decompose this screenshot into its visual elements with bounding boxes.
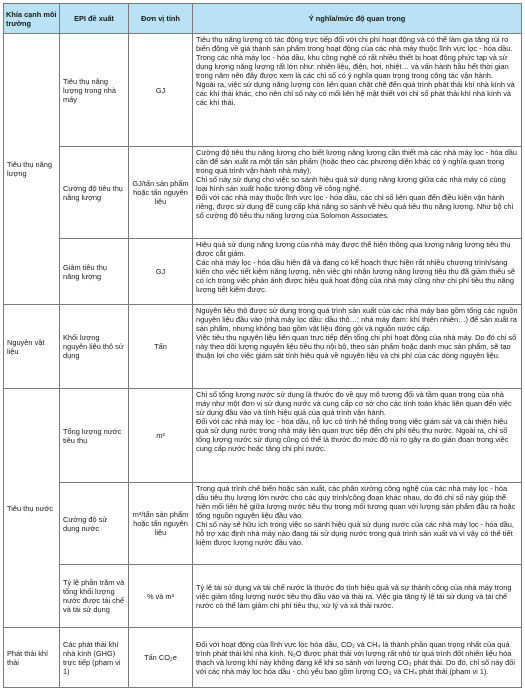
unit-cell: % và m³	[129, 565, 193, 628]
desc-paragraph: Hiệu quả sử dụng năng lượng của nhà máy được thể hiện thông qua lượng năng lượng tiêu thụ được cắt giảm.	[196, 240, 511, 258]
env-cell: Tiêu thụ nước	[4, 389, 60, 628]
desc-cell	[193, 34, 522, 147]
epi-cell: Khối lượng nguyên liệu thô sử dụng	[60, 305, 129, 389]
desc-paragraph: Ngoài ra, việc sử dụng năng lượng còn liên quan chặt chẽ đến quá trình phát thải khí nhà kính và các khí thải khác, cho nên chỉ số này có mối liên hệ mật thiết với chỉ số phát thải khí nhà kính và các khí thải.	[196, 80, 515, 107]
table-header-row	[4, 4, 522, 34]
desc-cell	[193, 147, 522, 239]
unit-cell: GJ/tấn sản phẩm hoặc tấn nguyên liệu	[129, 147, 193, 239]
header-env: Khía cạnh môi trường	[4, 4, 60, 34]
table-row	[4, 305, 522, 389]
table-row	[4, 389, 522, 483]
desc-paragraph: Cường độ tiêu thụ năng lượng cho biết lượng năng lượng cần thiết mà các nhà máy lọc - hóa dầu cần để sản xuất ra một tấn sản phẩm (hoặc theo các phương diện khác có ý nghĩa quan trọng trong quá trình vận hành nhà máy).	[196, 148, 518, 175]
table-row	[4, 565, 522, 628]
desc-cell	[193, 239, 522, 305]
header-desc: Ý nghĩa/mức độ quan trọng	[193, 4, 522, 34]
epi-cell: Cường độ tiêu thụ năng lượng	[60, 147, 129, 239]
desc-paragraph: Chỉ số này sẽ hữu ích trong việc so sánh hiệu quả sử dụng nước của các nhà máy lọc - hóa dầu, hỗ trợ xác định nhà máy nào đang tái sử dụng nước trong quá trình sản xuất và vì vậy có thể tiết kiệm được lượng nước đầu vào.	[196, 520, 514, 547]
document-page	[3, 3, 521, 688]
desc-paragraph: Chỉ số tổng lượng nước sử dụng là thước đo về quy mô tương đối và tầm quan trọng của nhà máy như một đơn vị sử dụng nước và cung cấp cơ sở cho các tính toán khác liên quan đến việc sử dụng đầu vào và tính hiệu quả của quá trình vận hành.	[196, 390, 512, 417]
env-cell: Nguyên vật liệu	[4, 305, 60, 389]
desc-paragraph: Việc tiêu thụ nguyên liệu liên quan trực tiếp đến tổng chi phí hoạt động của nhà máy. Do đó chỉ số này theo dõi lượng nguyên liệu tiêu thụ nội bộ, theo sản phẩm hoặc danh mục sản phẩm, sẽ tạo thuận lợi cho việc giám sát tính hiệu quả về nguyên liệu và chi phí của các dòng nguyên liệu.	[196, 333, 517, 360]
desc-paragraph: Đối với các nhà máy lọc - hóa dầu, nỗ lực cô tính hệ thống trong việc giám sát và cải thiện hiệu quả sử dụng nước trong nhà máy liên quan trực tiếp đến chi phí tiêu thụ nước. Ngoài ra, chỉ số tổng lượng nước sử dụng cũng có thể là thước đo mức độ rủi ro gây ra do gián đoạn trong việc cung cấp nước hoặc tăng chi phí nước.	[196, 417, 509, 453]
epi-cell: Tổng lượng nước tiêu thụ	[60, 389, 129, 483]
table-row	[4, 34, 522, 147]
desc-cell	[193, 305, 522, 389]
epi-cell: Tỷ lệ phần trăm và tổng khối lượng nước được tái chế và tái sử dụng	[60, 565, 129, 628]
desc-cell	[193, 389, 522, 483]
desc-paragraph: Tiêu thụ năng lượng có tác động trực tiếp đối với chi phí hoạt động và có thể làm gia tăng rủi ro biến động về giá thành sản phẩm trong hoạt động của các nhà máy thuộc lĩnh vực lọc - hóa dầu.	[196, 35, 513, 53]
epi-table	[3, 3, 522, 688]
table-row	[4, 483, 522, 565]
table-row	[4, 147, 522, 239]
epi-cell: Giảm tiêu thụ năng lượng	[60, 239, 129, 305]
header-unit: Đơn vị tính	[129, 4, 193, 34]
unit-cell: Tấn CO₂e	[129, 628, 193, 688]
unit-cell: m³	[129, 389, 193, 483]
unit-cell: GJ	[129, 34, 193, 147]
epi-cell: Cường độ sử dụng nước	[60, 483, 129, 565]
desc-paragraph: Tỷ lệ tái sử dụng và tái chế nước là thước đo tính hiệu quả và sự thành công của nhà máy trong việc giảm tổng lượng nước tiêu thụ đầu vào và thải ra. Việc gia tăng tỷ lệ tái sử dụng và tái chế nước có thể làm giảm chi phí tiêu thụ, xử lý và xả thải nước.	[196, 582, 512, 610]
desc-cell	[193, 565, 522, 628]
desc-paragraph: Các nhà máy lọc - hóa dầu hiện đã và đang có kế hoạch thực hiện rất nhiều chương trình/sáng kiến cho việc tiết kiệm năng lượng, nên việc ghi nhận lượng năng lượng tiêu thụ đã giảm thiểu sẽ có ích trong việc phản ánh được hiệu quả hoạt động của nhà máy cũng như chi phí tiêu thụ năng lượng tiết kiệm được.	[196, 258, 516, 294]
epi-cell: Tiêu thụ năng lượng trong nhà máy	[60, 34, 129, 147]
header-epi: EPI đề xuất	[60, 4, 129, 34]
desc-paragraph: Đối với các nhà máy thuộc lĩnh vực lọc - hóa dầu, các chỉ số liên quan đến điều kiện vận hành riêng, được sử dụng để cung cấp khả năng so sánh về hiệu quả tiêu thụ năng lượng. Như bộ chỉ số cường độ tiêu thụ năng lượng của Solomon Associates.	[196, 193, 514, 220]
epi-cell: Các phát thải khí nhà kính (GHG) trực tiếp (phạm vi 1)	[60, 628, 129, 688]
desc-paragraph: Trong quá trình chế biến hoặc sản xuất, các phân xưởng công nghệ của các nhà máy lọc - hóa dầu tiêu thụ lượng lớn nước cho các quy trình/công đoạn khác nhau, do đó chỉ số này giúp thể hiện mối liên hệ giữa lượng nước tiêu thụ trong mối tương quan với lượng sản phẩm đầu ra hoặc tổng nguồn nguyên liệu đầu vào.	[196, 484, 516, 520]
desc-paragraph: Chỉ số này sử dụng cho việc so sánh hiệu quả sử dụng năng lượng giữa các nhà máy có cùng loại hình sản xuất hoặc tương đồng về công nghệ.	[196, 175, 506, 193]
env-cell: Tiêu thụ năng lượng	[4, 34, 60, 305]
unit-cell: GJ	[129, 239, 193, 305]
desc-paragraph: Nguyên liệu thô được sử dụng trong quá trình sản xuất của các nhà máy bao gồm tổng các nguồn nguyên liệu đầu vào (nhà máy lọc dầu: dầu thô…; nhà máy đạm: khí thiên nhiên…) để sản xuất ra sản phẩm, nhưng không bao gồm vật liệu đóng gói và nguồn nước cấp.	[196, 306, 518, 333]
unit-cell: Tấn	[129, 305, 193, 389]
table-row	[4, 239, 522, 305]
desc-paragraph: Đối với hoạt động của lĩnh vực lọc hóa dầu, CO₂ và CH₄ là thành phần quan trọng nhất của quá trình phát thải khí nhà kính. N₂O được phát thải với lượng rất nhỏ từ quá trình đốt nhiên liệu hóa thạch và lượng khí này không đáng kể khi so sánh với lượng CO₂ phát thải. Do đó, chỉ số này đối với các nhà máy lọc hóa dầu - chủ yếu bao gồm lượng CO₂ và CH₄ phát thải (phạm vi 1).	[196, 639, 516, 676]
desc-paragraph: Trong các nhà máy lọc - hóa dầu, khu công nghệ có rất nhiều thiết bị hoạt động phức tạp và sử dụng lượng năng lượng rất lớn như: nhiên liệu, điện, hơi, nhiệt… và vấn hành hầu hết thời gian trong năm nên đây được xem là các chỉ số có ý nghĩa quan trọng trong công tác vận hành.	[196, 53, 509, 80]
desc-cell	[193, 628, 522, 688]
table-row	[4, 628, 522, 688]
desc-cell	[193, 483, 522, 565]
unit-cell: m³/tấn sản phẩm hoặc tấn nguyên liệu	[129, 483, 193, 565]
env-cell: Phát thải khí thải	[4, 628, 60, 688]
